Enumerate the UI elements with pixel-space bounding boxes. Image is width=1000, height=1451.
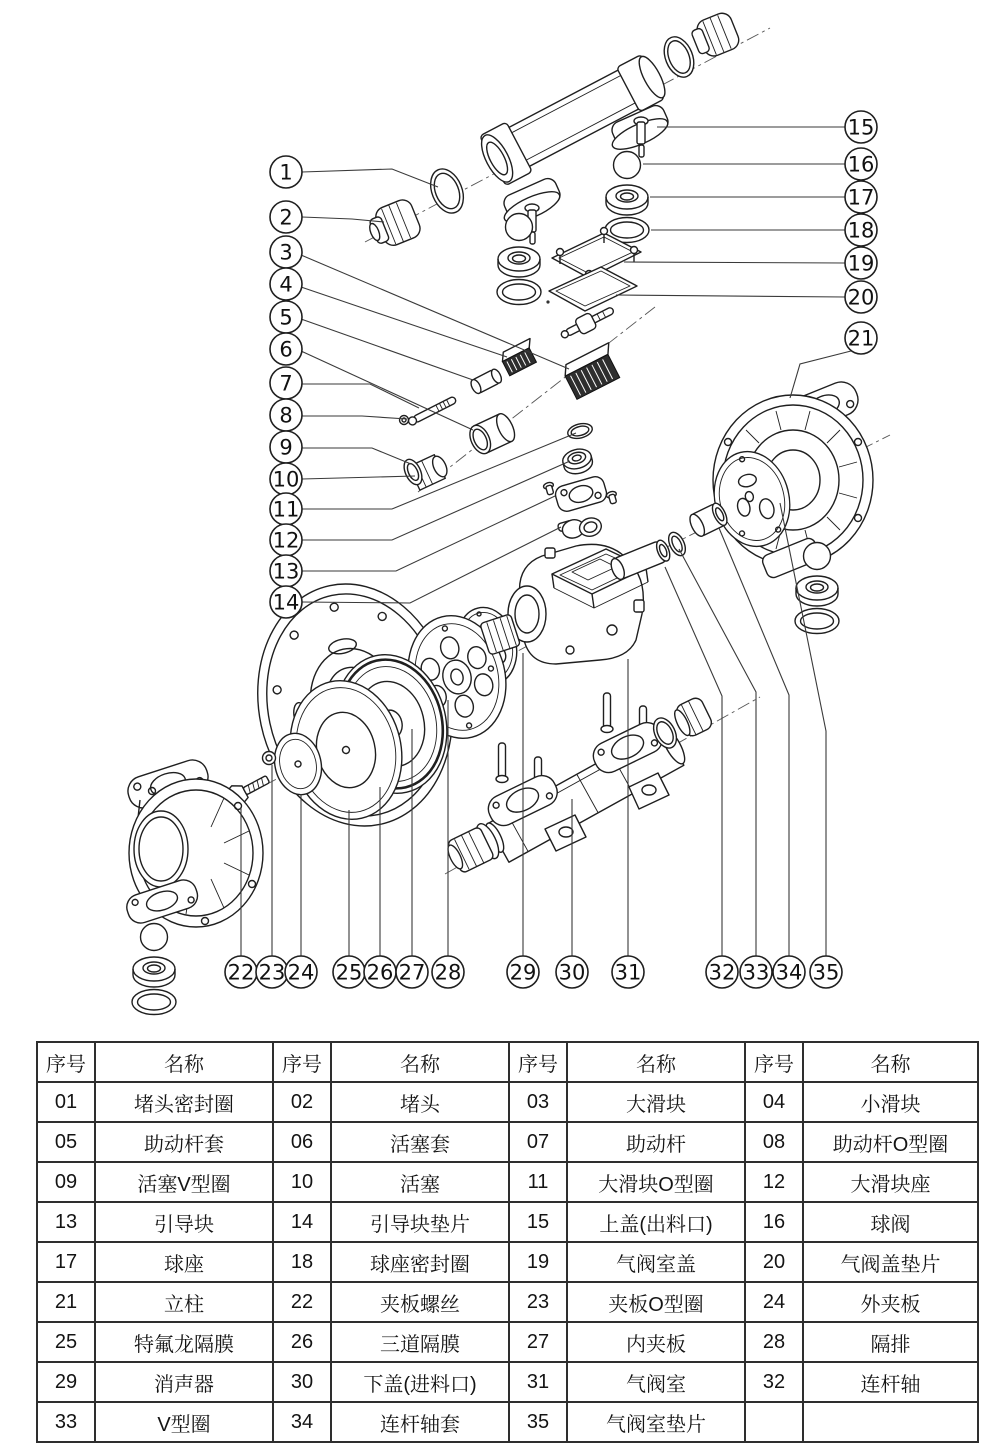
top-manifold-part	[474, 49, 672, 244]
callout-28-spacer-plate	[432, 956, 464, 988]
part-no-cell: 35	[509, 1402, 567, 1442]
callout-number: 34	[775, 960, 803, 985]
part-no-cell: 14	[273, 1202, 331, 1242]
part-no-cell: 18	[273, 1242, 331, 1282]
callout-number: 6	[279, 337, 293, 362]
plug-part	[364, 197, 423, 252]
callout-number: 22	[227, 960, 255, 985]
part-name-cell: 活塞	[331, 1162, 509, 1202]
part-name-cell: 球座	[95, 1242, 273, 1282]
callout-29-muffler	[507, 956, 539, 988]
leader-line-34	[719, 528, 789, 956]
parts-table	[36, 1041, 979, 1443]
part-name-cell: 助动杆O型圈	[803, 1122, 978, 1162]
callout-34-connecting-rod-sleeve	[773, 956, 805, 988]
stray-dot	[546, 300, 549, 303]
part-no-cell: 01	[37, 1082, 95, 1122]
callout-22-clamp-bolt	[225, 956, 257, 988]
callout-number: 11	[272, 497, 300, 522]
callout-12-large-slide-seat	[270, 524, 302, 556]
callout-2-plug	[270, 201, 302, 233]
top-plug-part	[689, 10, 742, 61]
callout-5-booster-rod-sleeve	[270, 301, 302, 333]
callout-number: 8	[279, 403, 293, 428]
part-no-cell: 16	[745, 1202, 803, 1242]
callout-35-air-valve-chamber-gasket	[810, 956, 842, 988]
callout-number: 35	[812, 960, 840, 985]
table-row	[37, 1242, 978, 1282]
part-name-cell: 大滑块座	[803, 1162, 978, 1202]
callout-number: 15	[847, 115, 875, 140]
leader-line-10	[302, 476, 415, 479]
callout-25-ptfe-diaphragm	[333, 956, 365, 988]
part-no-cell: 22	[273, 1282, 331, 1322]
part-no-cell: 26	[273, 1322, 331, 1362]
top-plug-seal-ring-part	[659, 32, 700, 81]
part-name-cell: 连杆轴	[803, 1362, 978, 1402]
leader-line-8	[302, 416, 407, 419]
col-header-name: 名称	[803, 1042, 978, 1082]
leader-line-20	[616, 295, 845, 297]
col-header-no: 序号	[37, 1042, 95, 1082]
part-no-cell: 17	[37, 1242, 95, 1282]
part-name-cell: 立柱	[95, 1282, 273, 1322]
callout-number: 26	[366, 960, 394, 985]
col-header-name: 名称	[567, 1042, 745, 1082]
large-slide-o-ring-part	[566, 421, 594, 441]
part-name-cell: 气阀室盖	[567, 1242, 745, 1282]
part-no-cell: 11	[509, 1162, 567, 1202]
part-no-cell: 34	[273, 1402, 331, 1442]
callout-33-v-ring	[740, 956, 772, 988]
part-name-cell: 堵头密封圈	[95, 1082, 273, 1122]
callout-30-bottom-cover-inlet	[556, 956, 588, 988]
callout-number: 5	[279, 305, 293, 330]
callout-number: 30	[558, 960, 586, 985]
callout-number: 29	[509, 960, 537, 985]
plug-seal-ring-part	[424, 164, 469, 218]
callout-number: 10	[272, 467, 300, 492]
part-name-cell: 气阀盖垫片	[803, 1242, 978, 1282]
callout-number: 31	[614, 960, 642, 985]
part-name-cell: 夹板O型圈	[567, 1282, 745, 1322]
part-no-cell: 04	[745, 1082, 803, 1122]
callout-number: 33	[742, 960, 770, 985]
callout-24-outer-clamp-plate	[285, 956, 317, 988]
part-name-cell: 堵头	[331, 1082, 509, 1122]
part-name-cell: 气阀室	[567, 1362, 745, 1402]
part-no-cell: 33	[37, 1402, 95, 1442]
guide-block-gasket-part	[557, 513, 603, 545]
part-name-cell: 引导块垫片	[331, 1202, 509, 1242]
callout-number: 9	[279, 435, 293, 460]
callout-number: 19	[847, 251, 875, 276]
callout-number: 20	[847, 285, 875, 310]
callout-number: 13	[272, 559, 300, 584]
part-no-cell: 06	[273, 1122, 331, 1162]
part-no-cell: 27	[509, 1322, 567, 1362]
part-no-cell: 05	[37, 1122, 95, 1162]
booster-rod-sleeve-part	[469, 368, 503, 395]
callout-number: 21	[847, 326, 875, 351]
piston-sleeve-part	[466, 411, 519, 457]
callout-31-air-valve-chamber	[612, 956, 644, 988]
callout-13-guide-block	[270, 555, 302, 587]
callout-10-piston	[270, 463, 302, 495]
part-no-cell: 08	[745, 1122, 803, 1162]
booster-rod-o-ring-part	[400, 416, 409, 425]
callout-number: 7	[279, 371, 293, 396]
callout-8-booster-rod-o-ring	[270, 399, 302, 431]
callout-20-air-valve-cover-gasket	[845, 281, 877, 313]
part-name-cell: 消声器	[95, 1362, 273, 1402]
part-name-cell: 气阀室垫片	[567, 1402, 745, 1442]
part-no-cell: 19	[509, 1242, 567, 1282]
callout-9-piston-v-ring	[270, 431, 302, 463]
leader-line-9	[302, 448, 411, 464]
leader-line-5	[301, 319, 473, 380]
part-name-cell: 夹板螺丝	[331, 1282, 509, 1322]
leader-line-33	[679, 549, 756, 956]
callout-number: 23	[258, 960, 286, 985]
callout-number: 12	[272, 528, 300, 553]
left-housing-part	[123, 756, 263, 927]
part-name-cell: 下盖(进料口)	[331, 1362, 509, 1402]
callout-4-small-slide	[270, 268, 302, 300]
part-no-cell: 31	[509, 1362, 567, 1402]
part-no-cell: 32	[745, 1362, 803, 1402]
table-row	[37, 1122, 978, 1162]
part-name-cell: 大滑块	[567, 1082, 745, 1122]
callout-number: 25	[335, 960, 363, 985]
callout-number: 17	[847, 185, 875, 210]
part-name-cell: 活塞V型圈	[95, 1162, 273, 1202]
part-name-cell: 特氟龙隔膜	[95, 1322, 273, 1362]
part-no-cell: 10	[273, 1162, 331, 1202]
part-name-cell: 小滑块	[803, 1082, 978, 1122]
callout-19-air-valve-cover	[845, 247, 877, 279]
part-no-cell: 24	[745, 1282, 803, 1322]
connecting-rod-part	[609, 538, 673, 581]
callout-7-booster-rod	[270, 367, 302, 399]
ball-valve-part	[605, 152, 649, 243]
table-row	[37, 1362, 978, 1402]
callout-11-large-slide-o-ring	[270, 493, 302, 525]
part-no-cell: 23	[509, 1282, 567, 1322]
callout-3-large-slide	[270, 236, 302, 268]
callout-number: 16	[847, 152, 875, 177]
part-name-cell: 活塞套	[331, 1122, 509, 1162]
col-header-name: 名称	[95, 1042, 273, 1082]
callout-number: 18	[847, 218, 875, 243]
table-row	[37, 1082, 978, 1122]
large-slide-part	[561, 343, 625, 400]
part-no-cell: 12	[745, 1162, 803, 1202]
part-no-cell: 09	[37, 1162, 95, 1202]
part-no-cell: 13	[37, 1202, 95, 1242]
ball-set-bottom-left	[132, 924, 176, 1015]
part-name-cell: 引导块	[95, 1202, 273, 1242]
part-name-cell	[803, 1402, 978, 1442]
part-name-cell: 内夹板	[567, 1322, 745, 1362]
part-name-cell: 隔排	[803, 1322, 978, 1362]
part-name-cell: 外夹板	[803, 1282, 978, 1322]
part-no-cell: 29	[37, 1362, 95, 1402]
col-header-no: 序号	[273, 1042, 331, 1082]
part-name-cell: 助动杆套	[95, 1122, 273, 1162]
col-header-name: 名称	[331, 1042, 509, 1082]
col-header-no: 序号	[745, 1042, 803, 1082]
leader-line-4	[301, 287, 507, 357]
leader-line-19	[624, 262, 845, 263]
callout-14-guide-block-gasket	[270, 586, 302, 618]
callout-27-inner-clamp-plate	[396, 956, 428, 988]
part-no-cell: 07	[509, 1122, 567, 1162]
leader-line-3	[301, 255, 569, 369]
table-row	[37, 1402, 978, 1442]
table-row	[37, 1202, 978, 1242]
table-header-row	[37, 1042, 978, 1082]
callout-26-triple-diaphragm	[364, 956, 396, 988]
callout-number: 14	[272, 590, 300, 615]
col-header-no: 序号	[509, 1042, 567, 1082]
leader-line-13	[302, 496, 555, 571]
part-name-cell: V型圈	[95, 1402, 273, 1442]
part-no-cell: 03	[509, 1082, 567, 1122]
leader-line-7	[302, 384, 419, 408]
air-valve-cover-gasket-part	[549, 267, 637, 311]
part-no-cell: 20	[745, 1242, 803, 1282]
part-name-cell: 大滑块O型圈	[567, 1162, 745, 1202]
part-name-cell: 上盖(出料口)	[567, 1202, 745, 1242]
part-name-cell: 球阀	[803, 1202, 978, 1242]
callout-15-top-cover-outlet	[845, 111, 877, 143]
part-no-cell: 28	[745, 1322, 803, 1362]
callout-number: 1	[279, 160, 293, 185]
part-no-cell: 25	[37, 1322, 95, 1362]
part-no-cell: 21	[37, 1282, 95, 1322]
table-row	[37, 1282, 978, 1322]
table-row	[37, 1162, 978, 1202]
callout-17-ball-seat	[845, 181, 877, 213]
callout-number: 3	[279, 240, 293, 265]
small-slide-part	[499, 339, 541, 376]
callout-number: 32	[708, 960, 736, 985]
part-name-cell: 球座密封圈	[331, 1242, 509, 1282]
part-no-cell: 15	[509, 1202, 567, 1242]
leader-line-1	[302, 169, 438, 187]
part-name-cell: 连杆轴套	[331, 1402, 509, 1442]
callout-16-ball-valve	[845, 148, 877, 180]
callout-6-piston-sleeve	[270, 333, 302, 365]
callout-number: 27	[398, 960, 426, 985]
part-name-cell: 助动杆	[567, 1122, 745, 1162]
callout-21-pillar	[845, 322, 877, 354]
part-no-cell: 02	[273, 1082, 331, 1122]
callout-number: 4	[279, 272, 293, 297]
callout-18-seat-seal-ring	[845, 214, 877, 246]
part-no-cell: 30	[273, 1362, 331, 1402]
callout-number: 2	[279, 205, 293, 230]
callout-number: 28	[434, 960, 462, 985]
callout-32-connecting-rod	[706, 956, 738, 988]
callout-23-clamp-o-ring	[256, 956, 288, 988]
large-slide-seat-part	[561, 446, 595, 476]
callout-number: 24	[287, 960, 315, 985]
part-name-cell: 三道隔膜	[331, 1322, 509, 1362]
table-row	[37, 1322, 978, 1362]
clamp-o-ring-part	[263, 752, 276, 765]
callout-1-plug-seal-ring	[270, 156, 302, 188]
part-no-cell	[745, 1402, 803, 1442]
